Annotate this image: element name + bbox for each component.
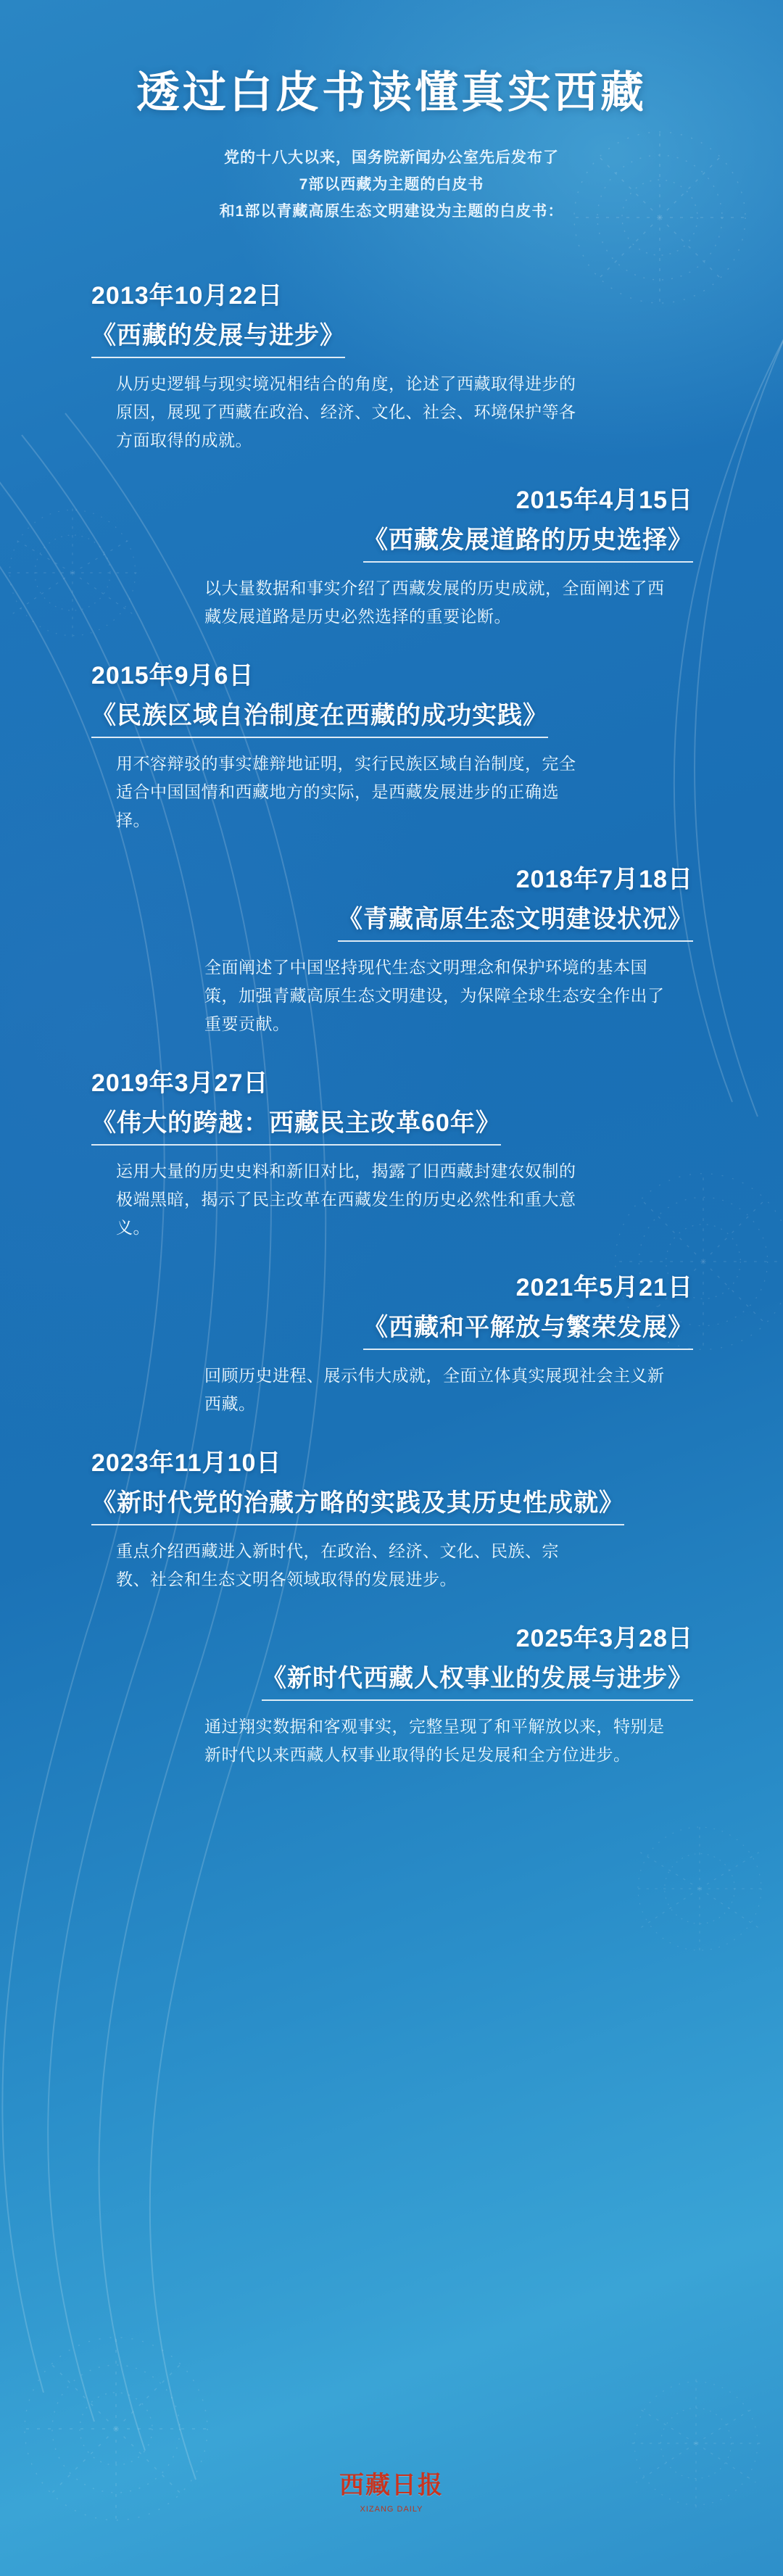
entry-description: 全面阐述了中国坚持现代生态文明理念和保护环境的基本国策，加强青藏高原生态文明建设，为保障全球生态安全作出了重要贡献。 <box>204 958 665 1034</box>
footer-logo <box>0 2465 783 2514</box>
entry-date: 2018年7月18日 <box>515 866 693 893</box>
poster-header <box>0 0 783 225</box>
entry-description: 回顾历史进程、展示伟大成就，全面立体真实展现社会主义新西藏。 <box>204 1365 665 1413</box>
entry-title: 《西藏和平解放与繁荣发展》 <box>363 1307 693 1350</box>
entry-title: 《民族区域自治制度在西藏的成功实践》 <box>91 695 548 738</box>
entry-date: 2023年11月10日 <box>91 1449 282 1477</box>
list-item <box>0 1443 783 1594</box>
page-title: 透过白皮书读懂真实西藏 <box>136 68 647 117</box>
entry-date: 2019年3月27日 <box>91 1069 269 1098</box>
entry-description: 运用大量的历史史料和新旧对比，揭露了旧西藏封建农奴制的极端黑暗，揭示了民主改革在西藏发生的历史必然性和重大意义。 <box>116 1161 576 1238</box>
list-item <box>0 276 783 455</box>
entry-description: 重点介绍西藏进入新时代，在政治、经济、文化、民族、宗教、社会和生态文明各领域取得的发展进步。 <box>116 1541 559 1589</box>
subtitle-line-1: 党的十八大以来，国务院新闻办公室先后发布了 <box>224 149 559 166</box>
firework-icon <box>609 1798 783 1979</box>
whitepaper-list <box>0 276 783 1769</box>
entry-title: 《新时代党的治藏方略的实践及其历史性成就》 <box>91 1483 624 1525</box>
entry-date: 2015年4月15日 <box>515 486 693 514</box>
entry-date: 2015年9月6日 <box>91 661 254 689</box>
entry-date: 2013年10月22日 <box>91 282 283 310</box>
list-item <box>0 480 783 631</box>
list-item <box>0 1063 783 1242</box>
list-item <box>0 1618 783 1769</box>
subtitle-block <box>138 145 645 225</box>
subtitle-line-2: 7部以西藏为主题的白皮书 <box>299 175 484 193</box>
entry-title: 《西藏发展道路的历史选择》 <box>363 520 693 563</box>
entry-title: 《新时代西藏人权事业的发展与进步》 <box>262 1658 693 1701</box>
list-item <box>0 859 783 1038</box>
entry-title: 《西藏的发展与进步》 <box>91 315 345 358</box>
entry-description: 以大量数据和事实介绍了西藏发展的历史成就，全面阐述了西藏发展道路是历史必然选择的重要论断。 <box>204 578 665 626</box>
entry-date: 2021年5月21日 <box>515 1273 693 1301</box>
publisher-name: 西藏日报 <box>339 2471 444 2500</box>
entry-description: 用不容辩驳的事实雄辩地证明，实行民族区域自治制度，完全适合中国国情和西藏地方的实际，是西藏发展进步的正确选择。 <box>116 753 576 829</box>
publisher-name-en: XIZANG DAILY <box>360 2505 423 2514</box>
entry-description: 从历史逻辑与现实境况相结合的角度，论述了西藏取得进步的原因，展现了西藏在政治、经济、文化、社会、环境保护等各方面取得的成就。 <box>116 374 576 450</box>
entry-description: 通过翔实数据和客观事实，完整呈现了和平解放以来，特别是新时代以来西藏人权事业取得的长足发展和全方位进步。 <box>204 1716 665 1765</box>
subtitle-line-3: 和1部以青藏高原生态文明建设为主题的白皮书： <box>219 202 564 220</box>
list-item <box>0 1267 783 1418</box>
entry-date: 2025年3月28日 <box>515 1624 693 1652</box>
entry-title: 《伟大的跨越：西藏民主改革60年》 <box>91 1103 501 1146</box>
list-item <box>0 655 783 834</box>
entry-title: 《青藏高原生态文明建设状况》 <box>338 899 693 942</box>
